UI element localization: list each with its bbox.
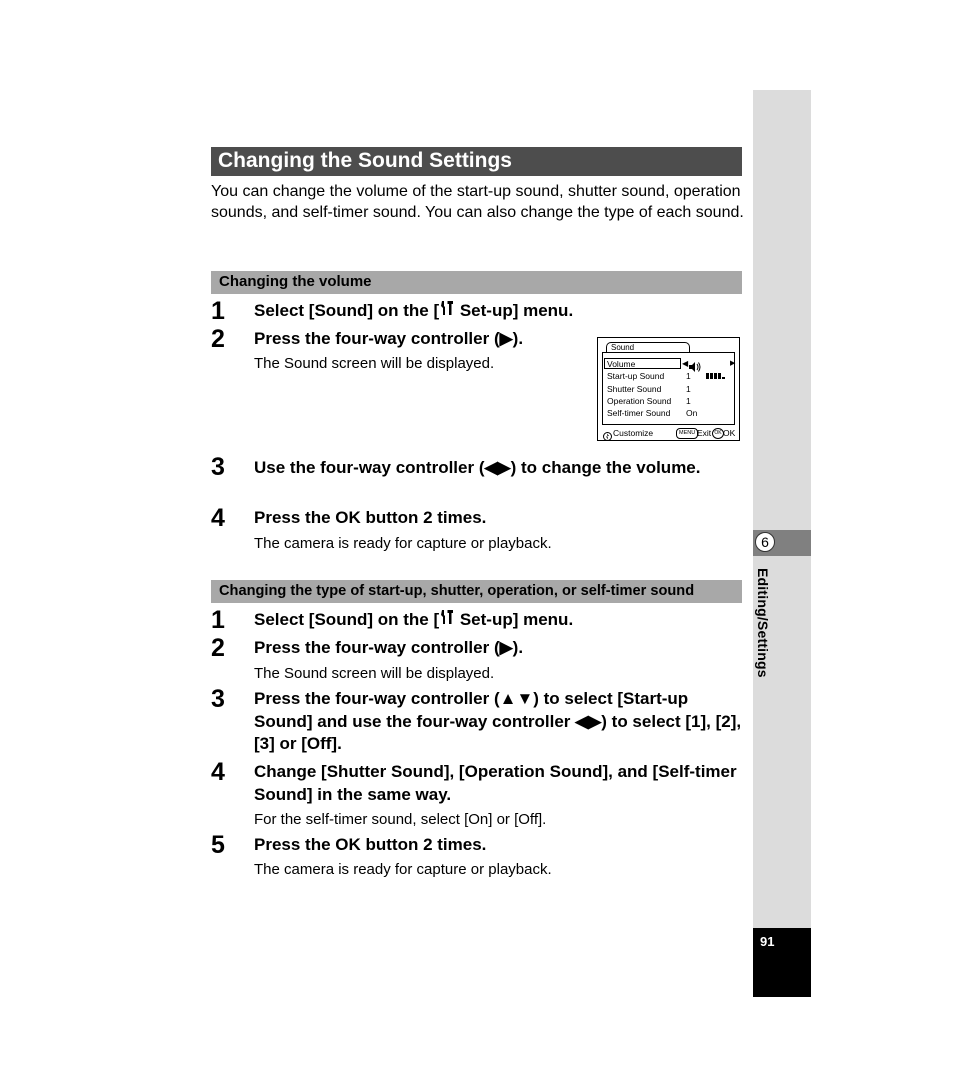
step-number: 3 [211,685,225,713]
chapter-tab-strip [753,90,811,928]
step-note: The camera is ready for capture or playback. [254,535,552,552]
chapter-label: Editing/Settings [755,568,771,678]
volume-bar [714,373,717,379]
step-text: Press the four-way controller (▶). [254,638,524,657]
screen-row-label: Volume [607,359,636,369]
step-text: Change [Shutter Sound], [Operation Sound], and [Self-timer Sound] in the same way. [254,762,737,804]
subsection-heading-volume: Changing the volume [211,271,742,294]
screen-row-value: On [686,408,698,418]
screen-row-value: 1 [686,371,691,381]
volume-level-bars [706,361,726,379]
step-text: Press the four-way controller (▲▼) to select [Start-up Sound] and use the four-way controller ◀▶) to select [1], [2], [3] or [Off]. [254,689,742,753]
screen-row-label: Shutter Sound [607,384,662,394]
step-text [254,300,573,323]
step-text-part: Set-up] menu. [455,301,574,320]
screen-row-value: 1 [686,384,691,394]
screen-footer-exit: Exit [697,428,712,438]
step-number: 1 [211,606,225,634]
intro-text: You can change the volume of the start-up sound, shutter sound, operation sounds, and self-timer sound. You can also change the type of each sound. [211,183,744,221]
step-text-part: Select [Sound] on the [ [254,610,440,629]
volume-bar [718,373,721,379]
sound-screen-illustration [597,337,740,441]
customize-icon [603,428,612,446]
step-number: 1 [211,297,225,325]
step-note: The Sound screen will be displayed. [254,665,495,682]
step-note: The Sound screen will be displayed. [254,355,495,372]
step-text: Press the OK button 2 times. [254,835,487,854]
setup-wrench-icon [439,609,455,632]
setup-wrench-icon [439,300,455,323]
step-note: For the self-timer sound, select [On] or [Off]. [254,811,547,828]
step-note: The camera is ready for capture or playback. [254,861,552,878]
screen-row-value: 1 [686,396,691,406]
step-number: 2 [211,634,225,662]
section-title: Changing the Sound Settings [211,147,742,176]
step-text: Press the four-way controller (▶). [254,329,524,348]
screen-row-label: Start-up Sound [607,371,665,381]
step-text-part: Select [Sound] on the [ [254,301,440,320]
page-number: 91 [760,934,775,949]
step-number: 4 [211,758,225,786]
volume-bar [706,373,709,379]
screen-row-label: Self-timer Sound [607,408,671,418]
step-number: 5 [211,831,225,859]
step-text: Use the four-way controller (◀▶) to change the volume. [254,458,701,477]
menu-button-icon: MENU [676,428,698,439]
step-number: 2 [211,325,225,353]
step-text-part: Set-up] menu. [455,610,574,629]
screen-row-label: Operation Sound [607,396,672,406]
step-number: 3 [211,453,225,481]
step-number: 4 [211,504,225,532]
screen-tab: Sound [606,342,690,352]
ok-button-icon: OK [712,428,724,439]
right-arrow-icon: ▶ [730,360,736,367]
screen-footer-ok: OK [723,428,736,438]
step-text [254,609,573,632]
volume-bar [722,377,725,379]
chapter-number: 6 [755,532,775,552]
step-text: Press the OK button 2 times. [254,508,487,527]
subsection-heading-type: Changing the type of start-up, shutter, operation, or self-timer sound [211,580,742,603]
screen-footer-customize: Customize [613,428,654,438]
left-arrow-icon: ◀ [682,359,689,368]
volume-bar [710,373,713,379]
